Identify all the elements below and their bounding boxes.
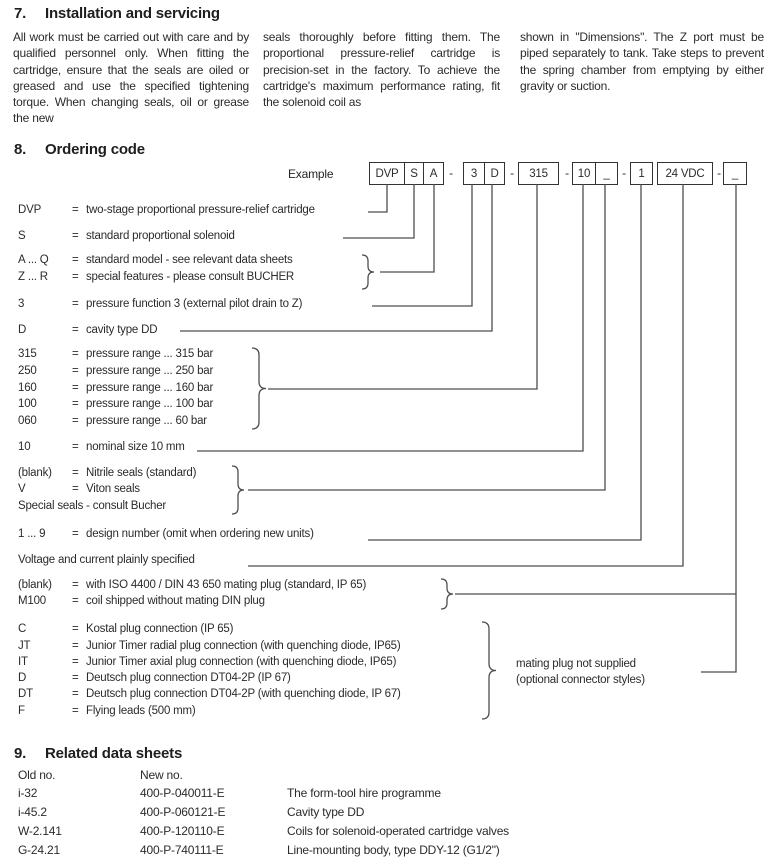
ordering-code-description: cavity type DD (86, 324, 158, 336)
line-plug-option (701, 184, 736, 672)
section7-title: Installation and servicing (45, 5, 220, 22)
ordering-code-box: 1 (638, 167, 645, 180)
line-pressure-range-group (268, 184, 537, 389)
line-cavity (180, 184, 492, 331)
ordering-code-description: pressure range ... 100 bar (86, 398, 214, 410)
ordering-code-description: Junior Timer axial plug connection (with quenching diode, IP65) (86, 656, 397, 668)
ordering-code-key: F (18, 705, 25, 717)
plug-note-line1: mating plug not supplied (516, 658, 636, 670)
ordering-code-separator: - (622, 166, 626, 180)
ordering-code-description: Nitrile seals (standard) (86, 467, 197, 479)
ordering-code-description: pressure range ... 160 bar (86, 382, 214, 394)
table-cell-new-no: 400-P-120110-E (140, 824, 225, 838)
ordering-code-box: 315 (529, 167, 548, 180)
equals-sign: = (72, 656, 79, 668)
ordering-code-description: nominal size 10 mm (86, 441, 185, 453)
ordering-code-key: Z ... R (18, 271, 48, 283)
ordering-code-key: 3 (18, 298, 25, 310)
ordering-code-description: standard proportional solenoid (86, 230, 235, 242)
brace-iso-plug-group (441, 579, 453, 609)
equals-sign: = (72, 579, 79, 591)
ordering-code-description: standard model - see relevant data sheets (86, 254, 293, 266)
table-cell-description: Line-mounting body, type DDY-12 (G1/2") (287, 843, 500, 857)
equals-sign: = (72, 398, 79, 410)
ordering-code-description: Deutsch plug connection DT04-2P (with quenching diode, IP 67) (86, 688, 401, 700)
ordering-code-key: 160 (18, 382, 37, 394)
brace-pressure-group (252, 348, 266, 429)
brace-seals-group (232, 466, 244, 514)
table-cell-new-no: 400-P-740111-E (140, 843, 224, 857)
section9-number: 9. (14, 745, 27, 762)
line-voltage (248, 184, 683, 566)
equals-sign: = (72, 298, 79, 310)
ordering-code-description: two-stage proportional pressure-relief cartridge (86, 204, 315, 216)
ordering-code-separator: - (510, 166, 514, 180)
equals-sign: = (72, 483, 79, 495)
equals-sign: = (72, 271, 79, 283)
ordering-code-row: Voltage and current plainly specified (18, 554, 195, 566)
ordering-code-key: C (18, 623, 27, 635)
ordering-code-description: coil shipped without mating DIN plug (86, 595, 265, 607)
equals-sign: = (72, 623, 79, 635)
ordering-code-box: 24 VDC (665, 167, 705, 180)
line-dvp (368, 184, 387, 212)
section9-title: Related data sheets (45, 745, 183, 762)
equals-sign: = (72, 640, 79, 652)
section9-heading (14, 745, 182, 762)
table-cell-old-no: G-24.21 (18, 843, 60, 857)
ordering-code-description: Junior Timer radial plug connection (with quenching diode, IP65) (86, 640, 401, 652)
ordering-code-key: 10 (18, 441, 31, 453)
equals-sign: = (72, 382, 79, 394)
equals-sign: = (72, 595, 79, 607)
table-cell-old-no: i-32 (18, 786, 38, 800)
line-seals-group (248, 184, 605, 490)
ordering-code-key: A ... Q (18, 254, 49, 266)
plug-note-line2: (optional connector styles) (516, 674, 645, 686)
ordering-code-key: DT (18, 688, 33, 700)
ordering-code-key: 1 ... 9 (18, 528, 46, 540)
equals-sign: = (72, 415, 79, 427)
ordering-code-key: D (18, 324, 27, 336)
ordering-code-separator: - (565, 166, 569, 180)
line-model-group (380, 184, 434, 272)
brace-model-group (362, 255, 374, 289)
equals-sign: = (72, 230, 79, 242)
section8-number: 8. (14, 141, 27, 158)
section7-paragraph-col3: shown in "Dimensions". The Z port must be piped separately to tank. Take steps to prevent the spring chamber from emptying by either gravity or suction. (520, 30, 764, 93)
table-header-new-no: New no. (140, 768, 183, 782)
table-cell-description: Coils for solenoid-operated cartridge valves (287, 824, 509, 838)
ordering-code-row: Special seals - consult Bucher (18, 500, 167, 512)
equals-sign: = (72, 204, 79, 216)
ordering-code-box: 10 (577, 167, 591, 180)
equals-sign: = (72, 365, 79, 377)
ordering-code-box: 3 (470, 167, 478, 180)
ordering-code-box: DVP (375, 167, 399, 180)
ordering-code-description: Flying leads (500 mm) (86, 705, 196, 717)
table-header-old-no: Old no. (18, 768, 56, 782)
table-cell-new-no: 400-P-040011-E (140, 786, 225, 800)
ordering-code-key: (blank) (18, 579, 52, 591)
line-nominal-size (197, 184, 583, 451)
ordering-code-key: D (18, 672, 27, 684)
line-solenoid (343, 184, 414, 238)
ordering-code-description: special features - please consult BUCHER (86, 271, 295, 283)
example-label: Example (288, 167, 334, 181)
section7-paragraph-col1: All work must be carried out with care and by qualified personnel only. When fitting the cartridge, ensure that the seals are oiled or greased and use the specified tightening torque. When changing seals, oil or grease the new (13, 30, 249, 126)
table-cell-old-no: i-45.2 (18, 805, 47, 819)
ordering-code-box: A (423, 163, 443, 184)
ordering-code-separator: - (449, 166, 453, 180)
ordering-code-box: _ (595, 163, 617, 184)
ordering-code-description: Deutsch plug connection DT04-2P (IP 67) (86, 672, 291, 684)
ordering-code-key: V (18, 483, 26, 495)
ordering-code-key: 060 (18, 415, 37, 427)
ordering-code-key: IT (18, 656, 28, 668)
equals-sign: = (72, 705, 79, 717)
table-cell-new-no: 400-P-060121-E (140, 805, 226, 819)
ordering-code-separator: - (717, 166, 721, 180)
ordering-code-description: design number (omit when ordering new units) (86, 528, 314, 540)
equals-sign: = (72, 688, 79, 700)
ordering-code-key: S (18, 230, 26, 242)
equals-sign: = (72, 467, 79, 479)
table-cell-description: The form-tool hire programme (287, 786, 441, 800)
equals-sign: = (72, 441, 79, 453)
ordering-code-key: 315 (18, 348, 37, 360)
ordering-code-key: 100 (18, 398, 37, 410)
ordering-code-box: D (484, 163, 504, 184)
brace-plug-options (482, 622, 496, 719)
section8-title: Ordering code (45, 141, 145, 158)
ordering-code-description: Viton seals (86, 483, 140, 495)
ordering-code-box: S (404, 163, 423, 184)
ordering-code-key: JT (18, 640, 31, 652)
equals-sign: = (72, 254, 79, 266)
equals-sign: = (72, 348, 79, 360)
table-cell-description: Cavity type DD (287, 805, 365, 819)
ordering-code-description: pressure range ... 60 bar (86, 415, 207, 427)
equals-sign: = (72, 528, 79, 540)
section7-number: 7. (14, 5, 27, 22)
table-cell-old-no: W-2.141 (18, 824, 62, 838)
ordering-code-description: pressure range ... 250 bar (86, 365, 214, 377)
ordering-code-description: pressure function 3 (external pilot drain to Z) (86, 298, 303, 310)
ordering-code-key: DVP (18, 204, 42, 216)
ordering-code-key: M100 (18, 595, 46, 607)
ordering-code-key: (blank) (18, 467, 52, 479)
equals-sign: = (72, 324, 79, 336)
equals-sign: = (72, 672, 79, 684)
ordering-code-description: Kostal plug connection (IP 65) (86, 623, 234, 635)
ordering-code-key: 250 (18, 365, 37, 377)
ordering-code-description: pressure range ... 315 bar (86, 348, 214, 360)
ordering-code-description: with ISO 4400 / DIN 43 650 mating plug (standard, IP 65) (86, 579, 367, 591)
ordering-code-box: _ (731, 167, 739, 180)
section7-paragraph-col2: seals thoroughly before fitting them. The proportional pressure-relief cartridge is precision-set in the factory. To achieve the cartridge's maximum performance rating, fit the solenoid coil as (263, 30, 500, 110)
